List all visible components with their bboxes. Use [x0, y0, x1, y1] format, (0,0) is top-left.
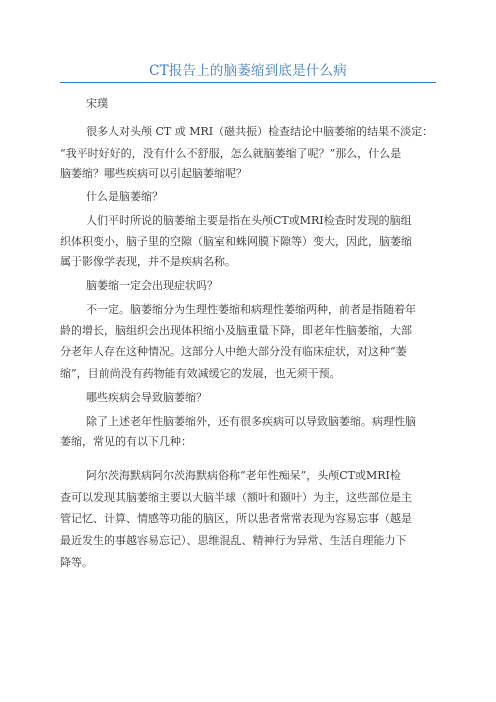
paragraph-line: 降等。: [60, 556, 93, 569]
paragraph-line: 属于影像学表现，并不是疾病名称。: [60, 255, 236, 268]
paragraph-line: 萎缩，常见的有以下几种：: [60, 435, 192, 448]
paragraph-line: 不一定。脑萎缩分为生理性萎缩和病理性萎缩两种，前者是指随着年: [86, 303, 416, 316]
paragraph-line: “我平时好好的，没有什么不舒服，怎么就脑萎缩了呢？”那么，什么是: [60, 147, 402, 160]
paragraph-line: 脑萎缩？哪些疾病可以引起脑萎缩呢？: [60, 167, 247, 180]
paragraph-line: 查可以发现其脑萎缩主要以大脑半球（额叶和颞叶）为主，这些部位是主: [60, 491, 412, 504]
paragraph-line: 最近发生的事越容易忘记）、思维混乱、精神行为异常、生活自理能力下: [60, 534, 407, 547]
paragraph-line: 阿尔茨海默病阿尔茨海默病俗称“老年性痴呆”，头颅CT或MRI检: [86, 469, 401, 482]
section-heading: 什么是脑萎缩？: [86, 190, 163, 203]
paragraph-line: 缩”，目前尚没有药物能有效减缓它的发展，也无须干预。: [60, 367, 341, 380]
document-title: CT报告上的脑萎缩到底是什么病: [149, 63, 347, 79]
paragraph-line: 人们平时所说的脑萎缩主要是指在头颅CT或MRI检查时发现的脑组: [86, 214, 412, 227]
paragraph-line: 管记忆、计算、情感等功能的脑区，所以患者常常表现为容易忘事（越是: [60, 512, 412, 525]
title-underline: [60, 82, 436, 83]
paragraph-line: 龄的增长，脑组织会出现体积缩小及脑重量下降，即老年性脑萎缩，大部: [60, 324, 412, 337]
author-name: 宋璞: [86, 97, 108, 110]
paragraph-line: 很多人对头颅 CT 或 MRI（磁共振）检查结论中脑萎缩的结果不淡定：: [86, 125, 434, 138]
paragraph-line: 除了上述老年性脑萎缩外，还有很多疾病可以导致脑萎缩。病理性脑: [86, 415, 416, 428]
paragraph-line: 分老年人存在这种情况。这部分人中绝大部分没有临床症状，对这种“萎: [60, 345, 407, 358]
section-heading: 哪些疾病会导致脑萎缩？: [86, 391, 207, 404]
paragraph-line: 织体积变小，脑子里的空隙（脑室和蛛网膜下隙等）变大，因此，脑萎缩: [60, 235, 412, 248]
section-heading: 脑萎缩一定会出现症状吗？: [86, 279, 218, 292]
